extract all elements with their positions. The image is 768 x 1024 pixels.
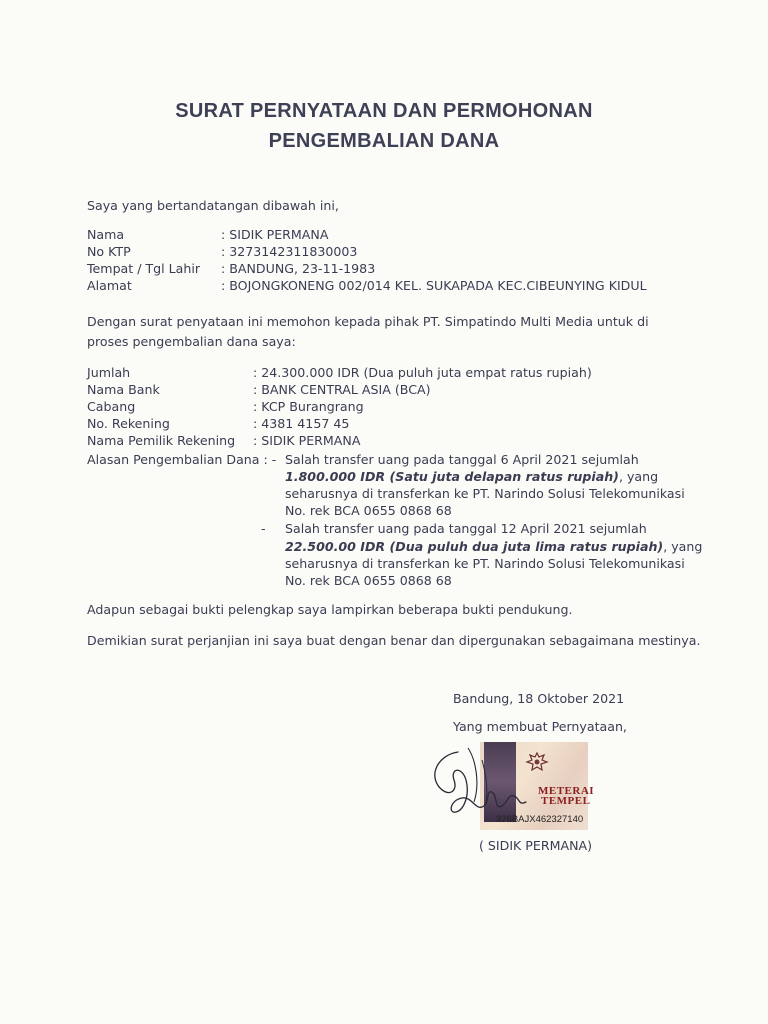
- request-line-2: proses pengembalian dana saya:: [87, 334, 296, 349]
- bank-value: : BANK CENTRAL ASIA (BCA): [253, 382, 431, 397]
- reason-label: Alasan Pengembalian Dana : -: [87, 452, 277, 467]
- bank-value: : 24.300.000 IDR (Dua puluh juta empat ratus rupiah): [253, 365, 592, 380]
- stamp-label: [538, 786, 594, 806]
- reason-2-bullet: -: [261, 521, 266, 536]
- reason-2-amount-line: [285, 539, 702, 554]
- reason-1-line-3: seharusnya di transferkan ke PT. Narindo Solusi Telekomunikasi: [285, 486, 685, 501]
- identity-value: : SIDIK PERMANA: [221, 227, 329, 242]
- request-line-1: Dengan surat penyataan ini memohon kepada pihak PT. Simpatindo Multi Media untuk di: [87, 314, 649, 329]
- bank-label: Jumlah: [87, 365, 131, 380]
- reason-2-line-4: No. rek BCA 0655 0868 68: [285, 573, 452, 588]
- identity-value: : BANDUNG, 23-11-1983: [221, 261, 376, 276]
- stamp-serial: 376BAJX462327140: [496, 814, 584, 825]
- reason-1-amount-line: [285, 469, 658, 484]
- bank-value: : SIDIK PERMANA: [253, 433, 361, 448]
- identity-label: Alamat: [87, 278, 132, 293]
- identity-value: : BOJONGKONENG 002/014 KEL. SUKAPADA KEC.CIBEUNYING KIDUL: [221, 278, 647, 293]
- reason-1-line-4: No. rek BCA 0655 0868 68: [285, 503, 452, 518]
- bank-value: : 4381 4157 45: [253, 416, 350, 431]
- reason-1-line-1: Salah transfer uang pada tanggal 6 April 2021 sejumlah: [285, 452, 639, 467]
- reason-1-amount-suffix: , yang: [618, 469, 659, 484]
- reason-2-line-3: seharusnya di transferkan ke PT. Narindo Solusi Telekomunikasi: [285, 556, 685, 571]
- reason-2-amount: 22.500.00 IDR (Dua puluh dua juta lima ratus rupiah): [285, 539, 664, 554]
- title-line-1: SURAT PERNYATAAN DAN PERMOHONAN: [175, 100, 593, 122]
- identity-value: : 3273142311830003: [221, 244, 358, 259]
- bank-value: : KCP Burangrang: [253, 399, 364, 414]
- signer-name: ( SIDIK PERMANA): [479, 838, 593, 853]
- maker-text: Yang membuat Pernyataan,: [453, 719, 627, 734]
- intro-text: Saya yang bertandatangan dibawah ini,: [87, 198, 339, 213]
- place-date: Bandung, 18 Oktober 2021: [453, 691, 625, 706]
- stamp-label-line-2: TEMPEL: [541, 795, 591, 807]
- bank-label: Nama Bank: [87, 382, 160, 397]
- signature-image: [428, 740, 538, 830]
- stamp-label-line-1: METERAI: [538, 785, 595, 797]
- reason-2-line-1: Salah transfer uang pada tanggal 12 April 2021 sejumlah: [285, 521, 647, 536]
- bank-label: Nama Pemilik Rekening: [87, 433, 236, 448]
- identity-label: Nama: [87, 227, 125, 242]
- closing-text: Demikian surat perjanjian ini saya buat dengan benar dan dipergunakan sebagaimana mestinya.: [87, 633, 701, 648]
- bank-label: No. Rekening: [87, 416, 170, 431]
- identity-label: Tempat / Tgl Lahir: [87, 261, 201, 276]
- bank-label: Cabang: [87, 399, 136, 414]
- identity-label: No KTP: [87, 244, 131, 259]
- evidence-text: Adapun sebagai bukti pelengkap saya lampirkan beberapa bukti pendukung.: [87, 602, 573, 617]
- reason-2-amount-suffix: , yang: [663, 539, 703, 554]
- reason-1-amount: 1.800.000 IDR (Satu juta delapan ratus rupiah): [285, 469, 619, 484]
- title-line-2: PENGEMBALIAN DANA: [268, 130, 500, 152]
